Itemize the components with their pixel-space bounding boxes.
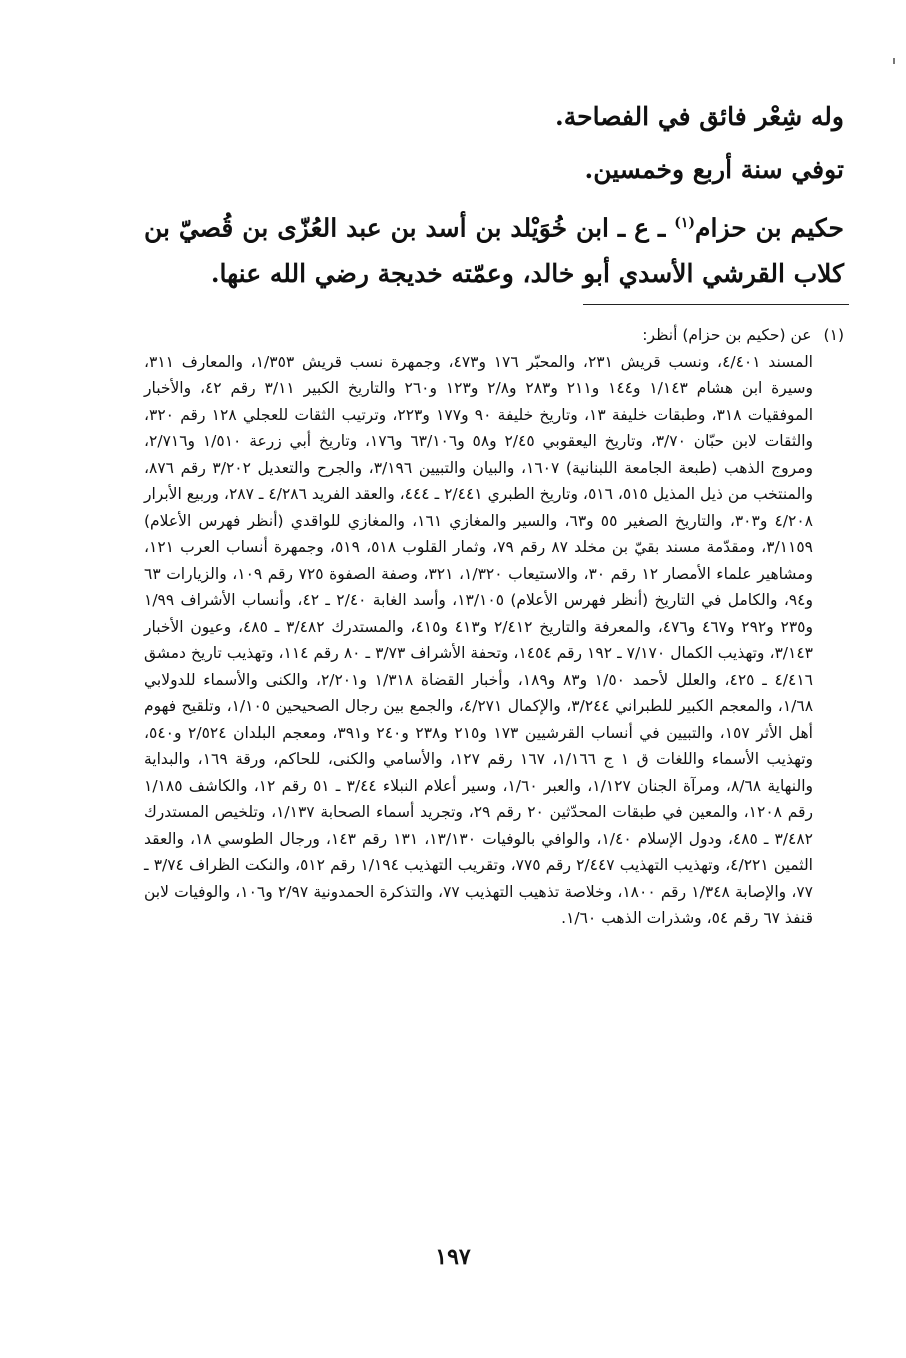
biography-entry [144, 200, 844, 297]
text-line-poetry: وله شِعْر فائق في الفصاحة. [555, 102, 844, 131]
entry-name: حكيم بن حزام [695, 213, 844, 243]
footnote [144, 322, 844, 932]
entry-text: ـ ع ـ ابن خُوَيْلد بن أسد بن عبد العُزّى بن قُصيّ بن كلاب القرشي الأسدي أبو خالد، وعمّته خديجة رضي الله عنها. [144, 213, 844, 289]
page-number: ١٩٧ [435, 1244, 471, 1270]
footnote-separator [583, 304, 849, 305]
footnote-body: المسند ٤/٤٠١، ونسب قريش ٢٣١، والمحبّر ١٧٦ و٤٧٣، وجمهرة نسب قريش ١/٣٥٣، والمعارف ٣١١، وسيرة ابن هشام ١/١٤٣ و١٤٤ و٢١١ و٢٨٣ و٢/٨ و١٢٣ و٢٦٠ والتاريخ الكبير ٣/١١ رقم ٤٢، والأخبار الموفقيات ٣١٨، وطبقات خليفة ١٣، وتاريخ خليفة ٩٠ و١٧٧ و٢٢٣، وترتيب الثقات للعجلي ١٢٨ رقم ٣٢٠، والثقات لابن حبّان ٣/٧٠، وتاريخ اليعقوبي ٢/٤٥ و٥٨ و٦٣/١٠٦ و١٧٦، وتاريخ أبي زرعة ١/٥١٠ و٢/٧١٦، ومروج الذهب (طبعة الجامعة اللبنانية) ١٦٠٧، والبيان والتبيين ٣/١٩٦، والجرح والتعديل ٣/٢٠٢ رقم ٨٧٦، والمنتخب من ذيل المذيل ٥١٥، ٥١٦، وتاريخ الطبري ٢/٤٤١ ـ ٤٤٤، والعقد الفريد ٤/٢٨٦ ـ ٢٨٧، وربيع الأبرار ٤/٢٠٨ و٣٠٣، والتاريخ الصغير ٥٥ و٦٣، والسير والمغازي ١٦١، والمغازي للواقدي (أنظر فهرس الأعلام) ٣/١١٥٩، ومقدّمة مسند بقيّ بن مخلد ٨٧ رقم ٧٩، وثمار القلوب ٥١٨، ٥١٩، وجمهرة أنساب العرب ١٢١، ومشاهير علماء الأمصار ١٢ رقم ٣٠، والاستيعاب ١/٣٢٠، ٣٢١، وصفة الصفوة ٧٢٥ رقم ١٠٩، والزيارات ٦٣ و٩٤، والكامل في التاريخ (أنظر فهرس الأعلام) ١٣/١٠٥، وأسد الغابة ٢/٤٠ ـ ٤٢، وأنساب الأشراف ١/٩٩ و٢٣٥ و٢٩٢ و٤٦٧ و٤٧٦، والمعرفة والتاريخ ٢/٤١٢ و٤١٣ و٤١٥، والمستدرك ٣/٤٨٢ ـ ٤٨٥، وعيون الأخبار ٣/١٤٣، وتهذيب الكمال ٧/١٧٠ ـ ١٩٢ رقم ١٤٥٤، وتحفة الأشراف ٣/٧٣ ـ ٨٠ رقم ١١٤، وتهذيب تاريخ دمشق ٤/٤١٦ ـ ٤٢٥، والعلل لأحمد ١/٥٠ و٨٣ و١٨٩، وأخبار القضاة ١/٣١٨ و٢/٢٠١، والكنى والأسماء للدولابي ١/٦٨، والمعجم الكبير للطبراني ٣/٢٤٤، والإكمال ٤/٢٧١، والجمع بين رجال الصحيحين ١/١٠٥، وتلقيح فهوم أهل الأثر ١٥٧، والتبيين في أنساب القرشيين ١٧٣ و٢١٥ و٢٣٨ و٢٤٠ و٣٩١، ومعجم البلدان ٢/٥٢٤ و٥٤٠، وتهذيب الأسماء واللغات ق ١ ج ١/١٦٦، ١٦٧ رقم ١٢٧، والأسامي والكنى، للحاكم، ورقة ١٦٩، والبداية والنهاية ٨/٦٨، ومرآة الجنان ١/١٢٧، والعبر ١/٦٠، وسير أعلام النبلاء ٣/٤٤ ـ ٥١ رقم ١٢، والكاشف ١/١٨٥ رقم ١٢٠٨، والمعين في طبقات المحدّثين ٢٠ رقم ٢٩، وتجريد أسماء الصحابة ١/١٣٧، وتلخيص المستدرك ٣/٤٨٢ ـ ٤٨٥، ودول الإسلام ١/٤٠، والوافي بالوفيات ١٣/١٣٠، ١٣١ رقم ١٤٣، ورجال الطوسي ١٨، والعقد الثمين ٤/٢٢١، وتهذيب التهذيب ٢/٤٤٧ رقم ٧٧٥، وتقريب التهذيب ١/١٩٤ رقم ٥١٢، والنكت الظراف ٣/٧٤ ـ ٧٧، والإصابة ١/٣٤٨ رقم ١٨٠٠، وخلاصة تذهيب التهذيب ٧٧، والتذكرة الحمدونية ٢/٩٧ و١٠٦، والوفيات لابن قنفذ ٦٧ رقم ٥٤، وشذرات الذهب ١/٦٠. [144, 352, 814, 927]
footnote-heading: عن (حكيم بن حزام) أنظر: [642, 326, 812, 344]
text-line-death: توفي سنة أربع وخمسين. [584, 155, 844, 184]
margin-mark [893, 58, 895, 64]
footnote-reference[interactable]: (١) [674, 215, 696, 231]
footnote-marker: (١) [823, 326, 844, 344]
footnote-heading-line [144, 322, 844, 349]
